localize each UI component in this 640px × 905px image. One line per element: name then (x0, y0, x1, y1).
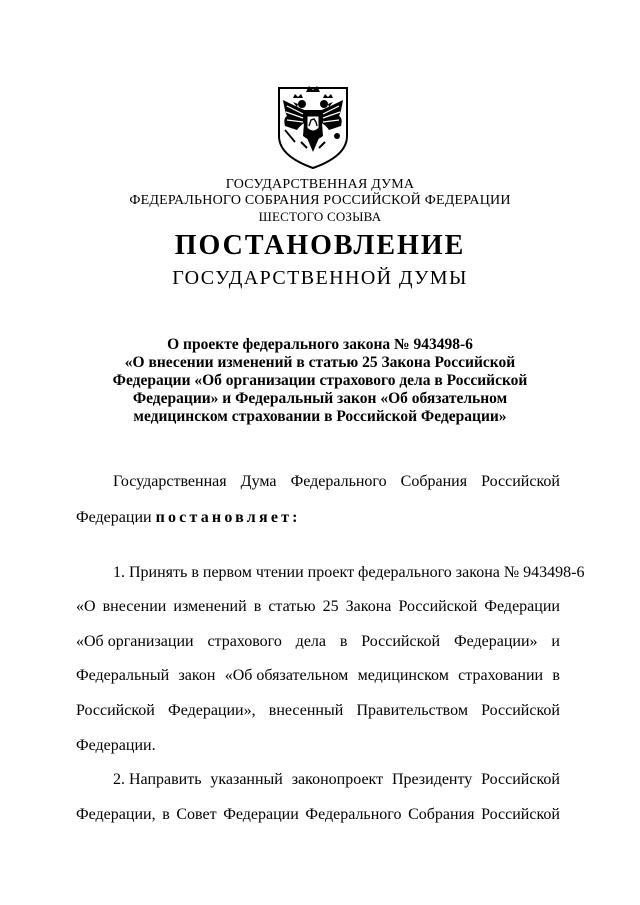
body-word: и (551, 633, 560, 650)
body-word: Федеральный (76, 667, 170, 684)
coat-of-arms-icon (273, 82, 353, 170)
body-word: Федерации, (76, 806, 156, 823)
convocation-line: ШЕСТОГО СОЗЫВА (258, 209, 382, 224)
body-word: Федерации (484, 598, 560, 615)
body-word: Собрания (400, 473, 468, 490)
paragraph-1-line-1: 1. Принять в первом чтении проект федерального закона № 943498-6 (113, 564, 585, 581)
body-word: указанный (210, 771, 283, 788)
body-word: в (552, 667, 560, 684)
body-word: в (339, 633, 348, 650)
organization-line-1: ГОСУДАРСТВЕННАЯ ДУМА (225, 177, 415, 192)
body-word: Закона (345, 598, 392, 615)
body-word: страхового (207, 633, 282, 650)
body-word: Российской (481, 702, 560, 719)
body-word: Федерального (305, 806, 402, 823)
body-word: 25 (322, 598, 339, 615)
body-word: Федерации», (168, 702, 256, 719)
organization-line-2: ФЕДЕРАЛЬНОГО СОБРАНИЯ РОССИЙСКОЙ ФЕДЕРАЦИИ (129, 193, 511, 208)
body-word: закон (178, 667, 216, 684)
body-word: Федерального (290, 473, 387, 490)
preamble-line-1 (113, 472, 560, 492)
body-word: «О (76, 598, 96, 615)
body-word: в (253, 598, 262, 615)
body-word: «Об обязательном (224, 667, 349, 684)
paragraph-1-line-5 (76, 701, 560, 721)
body-word: Российской (481, 806, 560, 823)
paragraph-2-line-1 (113, 770, 560, 790)
body-word: «Об организации (76, 633, 194, 650)
body-word: Совет (176, 806, 217, 823)
paragraph-1-line-4 (76, 666, 560, 686)
resolves-word: постановляет: (155, 509, 301, 526)
body-word: Российской (361, 633, 441, 650)
body-word: Российской (398, 598, 478, 615)
preamble-line-2 (76, 508, 560, 528)
body-word: статью (268, 598, 316, 615)
document-issuer-title: ГОСУДАРСТВЕННОЙ ДУМЫ (172, 267, 468, 289)
body-word: Правительством (356, 702, 468, 719)
body-word: страховании (458, 667, 544, 684)
paragraph-1-line-2 (76, 597, 560, 617)
subject-line: О проекте федерального закона № 943498-6 (167, 336, 473, 353)
body-word: изменений (173, 598, 247, 615)
body-word: Президенту (391, 771, 473, 788)
subject-line: Федерации «Об организации страхового дела в Российской (112, 372, 528, 389)
subject-line: Федерации» и Федеральный закон «Об обязательном (132, 390, 508, 407)
body-word: Собрания (408, 806, 475, 823)
body-word: Российской (481, 771, 560, 788)
body-word: дела (295, 633, 326, 650)
body-word: Российской (481, 473, 560, 490)
paragraph-1-line-6: Федерации. (76, 737, 156, 754)
subject-line: медицинском страховании в Российской Федерации» (133, 408, 507, 425)
subject-line: «О внесении изменений в статью 25 Закона Российской (124, 354, 516, 371)
body-word: Государственная (113, 473, 227, 490)
body-word: внесенный (268, 702, 344, 719)
body-word: медицинском (357, 667, 449, 684)
body-word: в (162, 806, 170, 823)
body-word: Дума (240, 473, 277, 490)
body-word: внесении (102, 598, 167, 615)
body-word: 2. Направить (113, 771, 202, 788)
paragraph-1-line-3 (76, 632, 560, 652)
body-word: Федерации» (453, 633, 538, 650)
body-word: Федерации (223, 806, 299, 823)
body-word: Федерации (76, 509, 152, 526)
body-word: Российской (76, 702, 155, 719)
document-type-title: ПОСТАНОВЛЕНИЕ (174, 230, 466, 261)
paragraph-2-line-2 (76, 805, 560, 825)
body-word: законопроект (291, 771, 384, 788)
